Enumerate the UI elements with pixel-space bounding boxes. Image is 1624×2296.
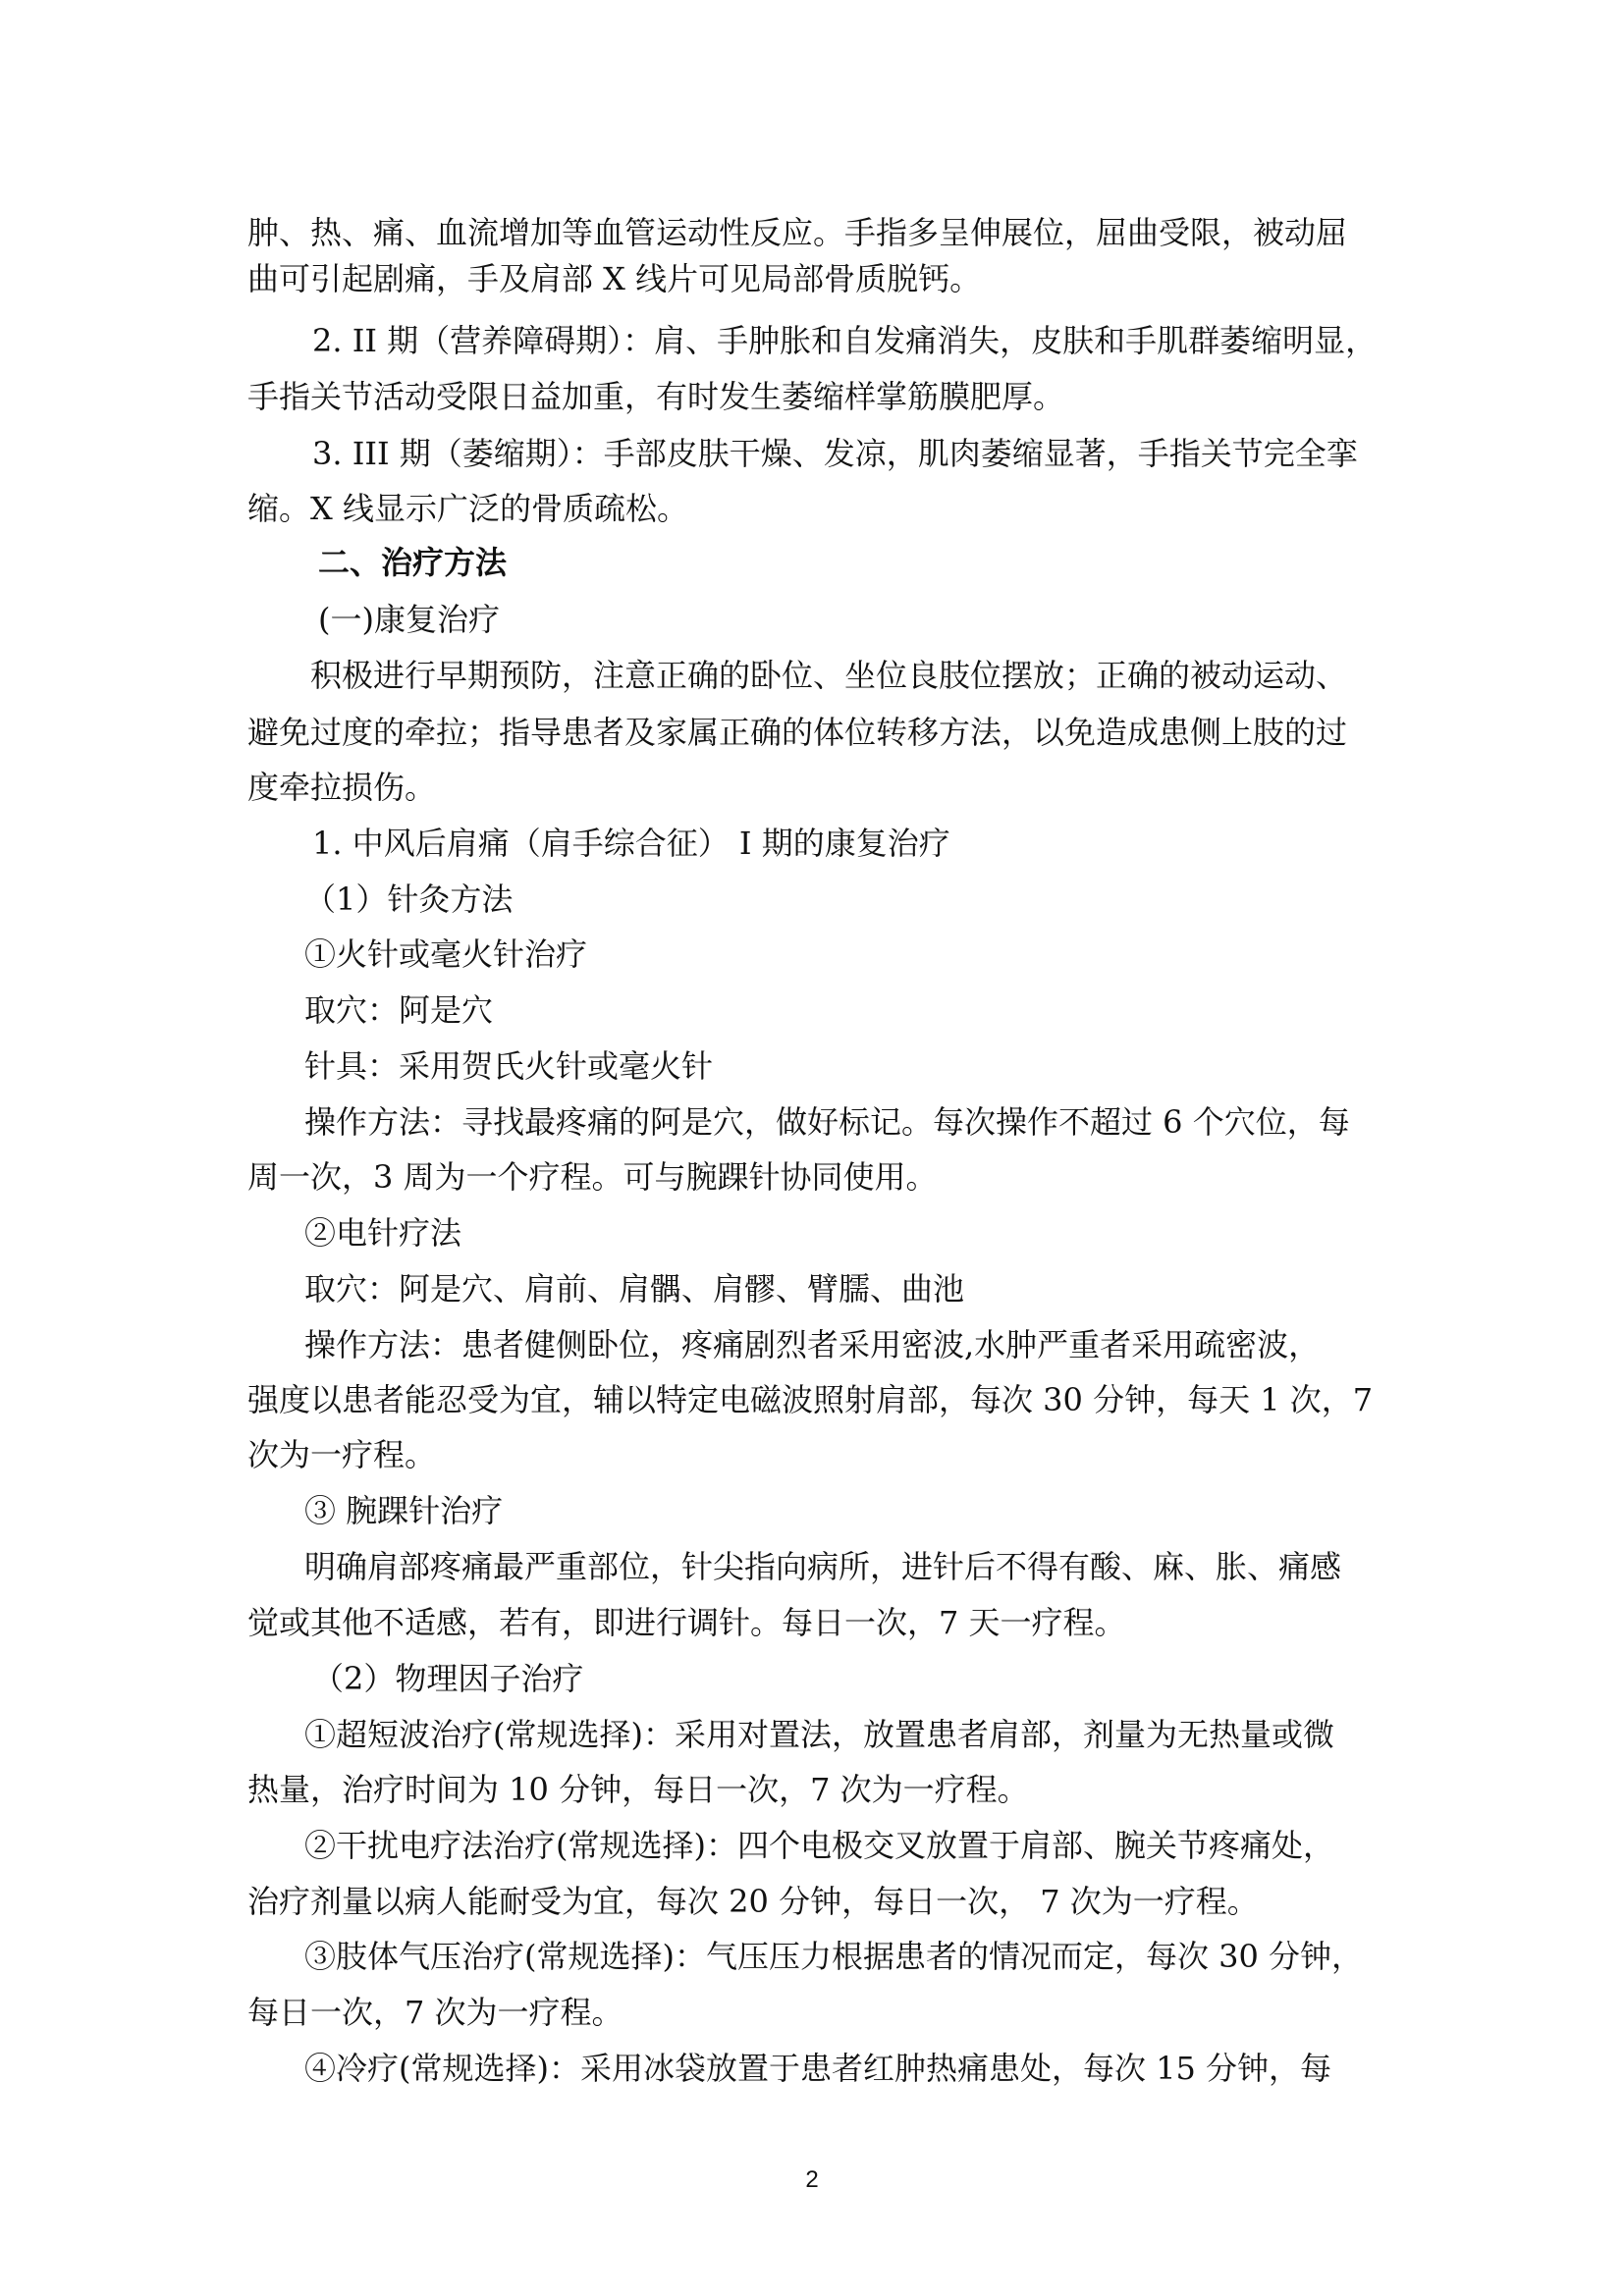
- text-line: ③ 腕踝针治疗: [304, 1492, 504, 1529]
- text-line: 次为一疗程。: [247, 1436, 437, 1473]
- text-line: ①超短波治疗(常规选择)：采用对置法，放置患者肩部，剂量为无热量或微: [304, 1716, 1334, 1753]
- text-line: ④冷疗(常规选择)：采用冰袋放置于患者红肿热痛患处，每次 15 分钟，每: [304, 2050, 1332, 2087]
- page-number: 2: [805, 2166, 819, 2193]
- text-line: 取穴：阿是穴: [304, 991, 494, 1029]
- text-line: 手指关节活动受限日益加重，有时发生萎缩样掌筋膜肥厚。: [247, 378, 1065, 415]
- text-line: 避免过度的牵拉；指导患者及家属正确的体位转移方法，以免造成患侧上肢的过: [247, 714, 1348, 751]
- subsection-heading: (一)康复治疗: [318, 601, 500, 638]
- text-line: ②电针疗法: [304, 1214, 462, 1252]
- text-line: 明确肩部疼痛最严重部位，针尖指向病所，进针后不得有酸、麻、胀、痛感: [304, 1548, 1342, 1585]
- text-line: 针具：采用贺氏火针或毫火针: [304, 1047, 714, 1085]
- text-line: 1. 中风后肩痛（肩手综合征） I 期的康复治疗: [312, 825, 950, 862]
- text-line: （2）物理因子治疗: [312, 1660, 584, 1697]
- text-line: 缩。X 线显示广泛的骨质疏松。: [247, 490, 688, 527]
- text-line: 度牵拉损伤。: [247, 769, 437, 806]
- text-line: ②干扰电疗法治疗(常规选择)：四个电极交叉放置于肩部、腕关节疼痛处，: [304, 1827, 1334, 1864]
- text-line: 肿、热、痛、血流增加等血管运动性反应。手指多呈伸展位，屈曲受限，被动屈: [247, 214, 1348, 251]
- text-line: 3. III 期（萎缩期）：手部皮肤干燥、发凉，肌肉萎缩显著，手指关节完全挛: [312, 435, 1358, 472]
- text-line: 每日一次，7 次为一疗程。: [247, 1994, 623, 2031]
- text-line: 治疗剂量以病人能耐受为宜，每次 20 分钟，每日一次， 7 次为一疗程。: [247, 1883, 1259, 1920]
- text-line: 操作方法：患者健侧卧位，疼痛剧烈者采用密波,水肿严重者采用疏密波，: [304, 1326, 1321, 1363]
- text-line: （1）针灸方法: [304, 881, 514, 918]
- text-line: 周一次，3 周为一个疗程。可与腕踝针协同使用。: [247, 1158, 938, 1196]
- text-line: 热量，治疗时间为 10 分钟，每日一次，7 次为一疗程。: [247, 1771, 1029, 1808]
- text-line: ①火针或毫火针治疗: [304, 935, 588, 973]
- text-line: 2. II 期（营养障碍期）：肩、手肿胀和自发痛消失，皮肤和手肌群萎缩明显，: [312, 322, 1378, 359]
- text-line: 积极进行早期预防，注意正确的卧位、坐位良肢位摆放；正确的被动运动、: [310, 657, 1348, 694]
- text-line: 曲可引起剧痛，手及肩部 X 线片可见局部骨质脱钙。: [247, 260, 982, 297]
- text-line: ③肢体气压治疗(常规选择)：气压压力根据患者的情况而定，每次 30 分钟，: [304, 1938, 1364, 1975]
- text-line: 操作方法：寻找最疼痛的阿是穴，做好标记。每次操作不超过 6 个穴位，每: [304, 1103, 1350, 1141]
- text-line: 强度以患者能忍受为宜，辅以特定电磁波照射肩部，每次 30 分钟，每天 1 次，7: [247, 1381, 1374, 1418]
- text-line: 取穴：阿是穴、肩前、肩髃、肩髎、臂臑、曲池: [304, 1270, 965, 1308]
- text-line: 觉或其他不适感，若有，即进行调针。每日一次，7 天一疗程。: [247, 1604, 1126, 1641]
- section-heading: 二、治疗方法: [318, 544, 508, 581]
